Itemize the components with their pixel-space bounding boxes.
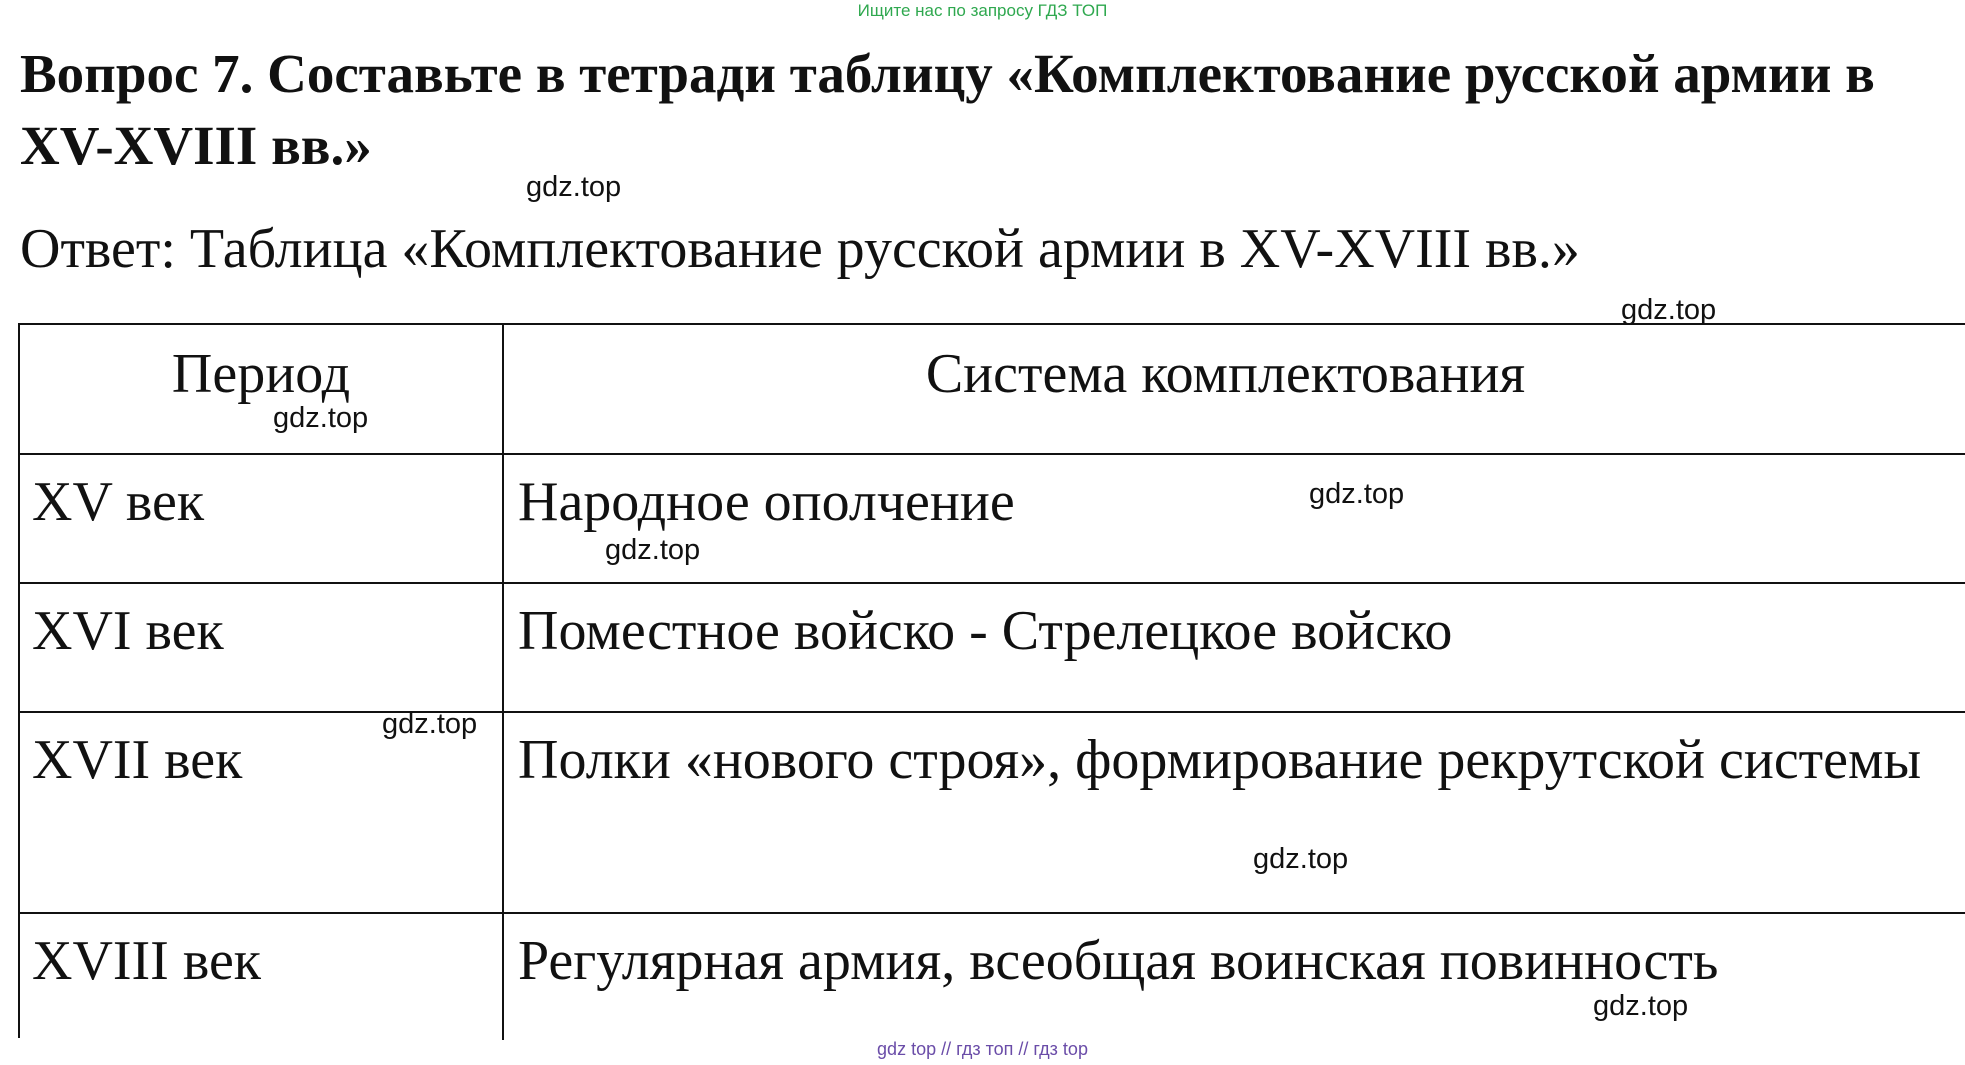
watermark: gdz.top — [526, 171, 622, 203]
header-period: Период — [20, 325, 504, 453]
system-cell: Полки «нового строя», формирование рекрутской системы — [518, 729, 1922, 791]
period-cell: XV век — [20, 455, 504, 582]
table-row — [20, 584, 1965, 713]
period-cell: XVIII век — [20, 914, 504, 1040]
system-cell: Поместное войско - Стрелецкое войско — [518, 600, 1453, 662]
table-row — [20, 713, 1965, 914]
period-cell: XVII век — [20, 713, 504, 912]
watermark: gdz.top — [1253, 843, 1349, 875]
watermark: gdz.top — [1309, 478, 1405, 510]
watermark: gdz.top — [382, 708, 478, 740]
question-heading: Вопрос 7. Составьте в тетради таблицу «Комплектование русской армии в XV-XVIII вв.» — [20, 43, 1875, 176]
period-cell: XVI век — [20, 584, 504, 711]
watermark: gdz.top — [1621, 294, 1717, 326]
watermark: gdz.top — [273, 402, 369, 434]
header-system: Система комплектования — [925, 343, 1526, 405]
table-header-row — [20, 325, 1965, 455]
bottom-banner-links[interactable]: gdz top // гдз топ // гдз top — [877, 1039, 1088, 1059]
answer-text: Ответ: Таблица «Комплектование русской армии в XV-XVIII вв.» — [20, 218, 1580, 280]
table-row — [20, 455, 1965, 584]
watermark: gdz.top — [1593, 990, 1689, 1022]
top-banner-link[interactable]: Ищите нас по запросу ГДЗ ТОП — [857, 1, 1108, 20]
system-cell: Регулярная армия, всеобщая воинская повинность — [518, 930, 1719, 992]
watermark: gdz.top — [605, 534, 701, 566]
system-cell: Народное ополчение — [518, 471, 1015, 533]
